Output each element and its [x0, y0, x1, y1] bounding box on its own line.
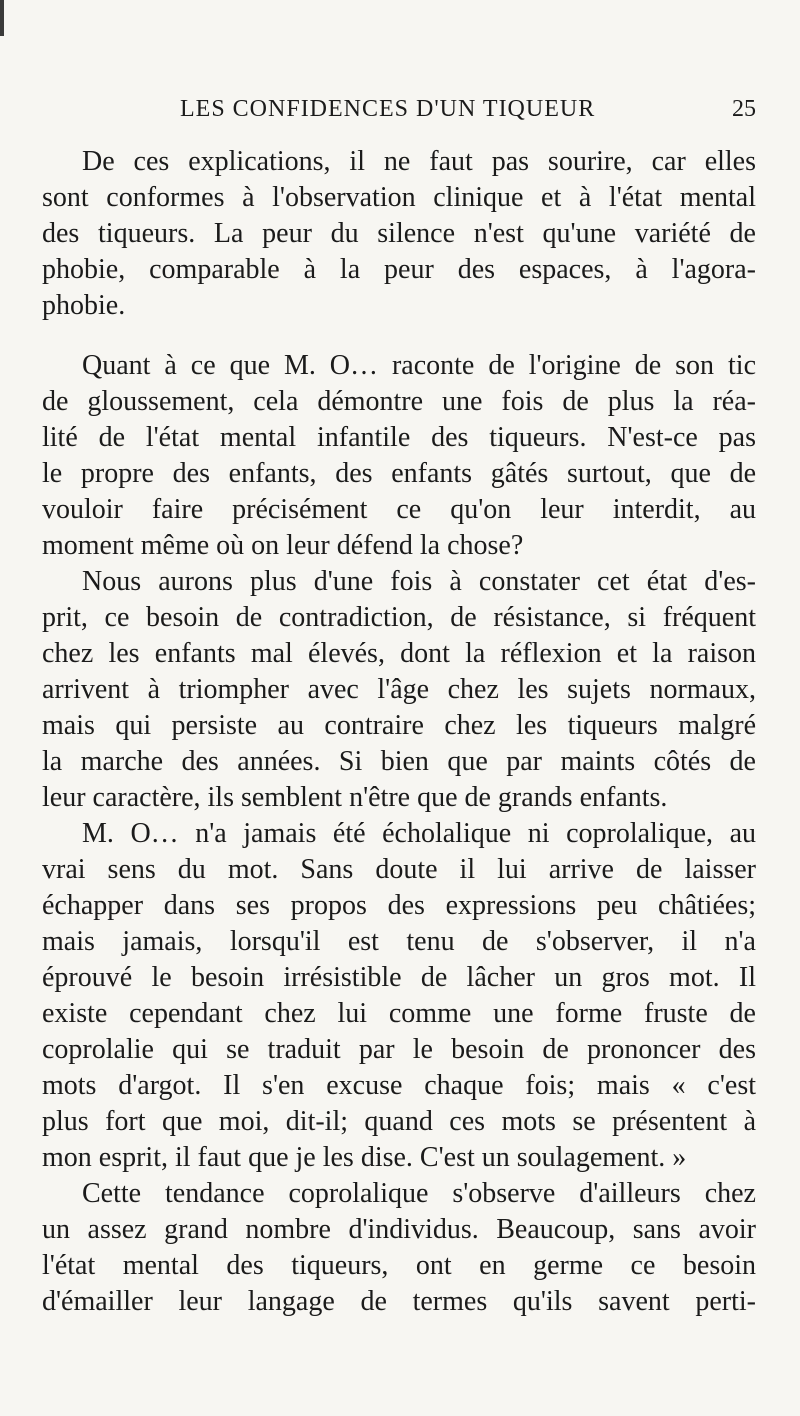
text-line: mais jamais, lorsqu'il est tenu de s'observer, il n'a [42, 926, 756, 957]
paragraph [42, 564, 756, 816]
text-line: mots d'argot. Il s'en excuse chaque fois; mais « c'est [42, 1070, 756, 1101]
text-line: un assez grand nombre d'individus. Beaucoup, sans avoir [42, 1214, 756, 1245]
text-line: moment même où on leur défend la chose? [42, 530, 524, 561]
running-title: LES CONFIDENCES D'UN TIQUEUR [180, 96, 596, 122]
paragraph-gap [42, 324, 756, 348]
text-line: échapper dans ses propos des expressions peu châtiées; [42, 890, 756, 921]
text-line: Quant à ce que M. O… raconte de l'origine de son tic [82, 350, 756, 381]
text-line: sont conformes à l'observation clinique et à l'état mental [42, 182, 756, 213]
page-header [180, 96, 756, 126]
text-line: vouloir faire précisément ce qu'on leur interdit, au [42, 494, 756, 525]
paragraph [42, 144, 756, 324]
text-line: mon esprit, il faut que je les dise. C'est un soulagement. » [42, 1142, 687, 1173]
text-line: plus fort que moi, dit-il; quand ces mots se présentent à [42, 1106, 756, 1137]
paragraph [42, 348, 756, 564]
paragraph [42, 816, 756, 1176]
text-line: leur caractère, ils semblent n'être que de grands enfants. [42, 782, 668, 813]
page-number: 25 [732, 96, 756, 122]
text-line: Cette tendance coprolalique s'observe d'ailleurs chez [82, 1178, 756, 1209]
text-line: coprolalie qui se traduit par le besoin de prononcer des [42, 1034, 756, 1065]
paragraph [42, 1176, 756, 1320]
text-line: De ces explications, il ne faut pas sourire, car elles [82, 146, 756, 177]
text-line: lité de l'état mental infantile des tiqueurs. N'est-ce pas [42, 422, 756, 453]
text-line: mais qui persiste au contraire chez les tiqueurs malgré [42, 710, 756, 741]
text-line: prit, ce besoin de contradiction, de résistance, si fréquent [42, 602, 756, 633]
text-line: l'état mental des tiqueurs, ont en germe ce besoin [42, 1250, 756, 1281]
page-edge-mark [0, 0, 4, 36]
text-line: de gloussement, cela démontre une fois de plus la réa- [42, 386, 756, 417]
body-text [42, 144, 756, 1320]
text-line: des tiqueurs. La peur du silence n'est qu'une variété de [42, 218, 756, 249]
text-line: chez les enfants mal élevés, dont la réflexion et la raison [42, 638, 756, 669]
text-line: le propre des enfants, des enfants gâtés surtout, que de [42, 458, 756, 489]
text-line: M. O… n'a jamais été écholalique ni coprolalique, au [82, 818, 756, 849]
text-line: phobie. [42, 290, 126, 321]
text-line: vrai sens du mot. Sans doute il lui arrive de laisser [42, 854, 756, 885]
text-line: la marche des années. Si bien que par maints côtés de [42, 746, 756, 777]
text-line: arrivent à triompher avec l'âge chez les sujets normaux, [42, 674, 756, 705]
text-line: éprouvé le besoin irrésistible de lâcher un gros mot. Il [42, 962, 756, 993]
text-line: d'émailler leur langage de termes qu'ils savent perti- [42, 1286, 756, 1317]
text-line: phobie, comparable à la peur des espaces, à l'agora- [42, 254, 756, 285]
text-line: Nous aurons plus d'une fois à constater cet état d'es- [82, 566, 756, 597]
text-line: existe cependant chez lui comme une forme fruste de [42, 998, 756, 1029]
